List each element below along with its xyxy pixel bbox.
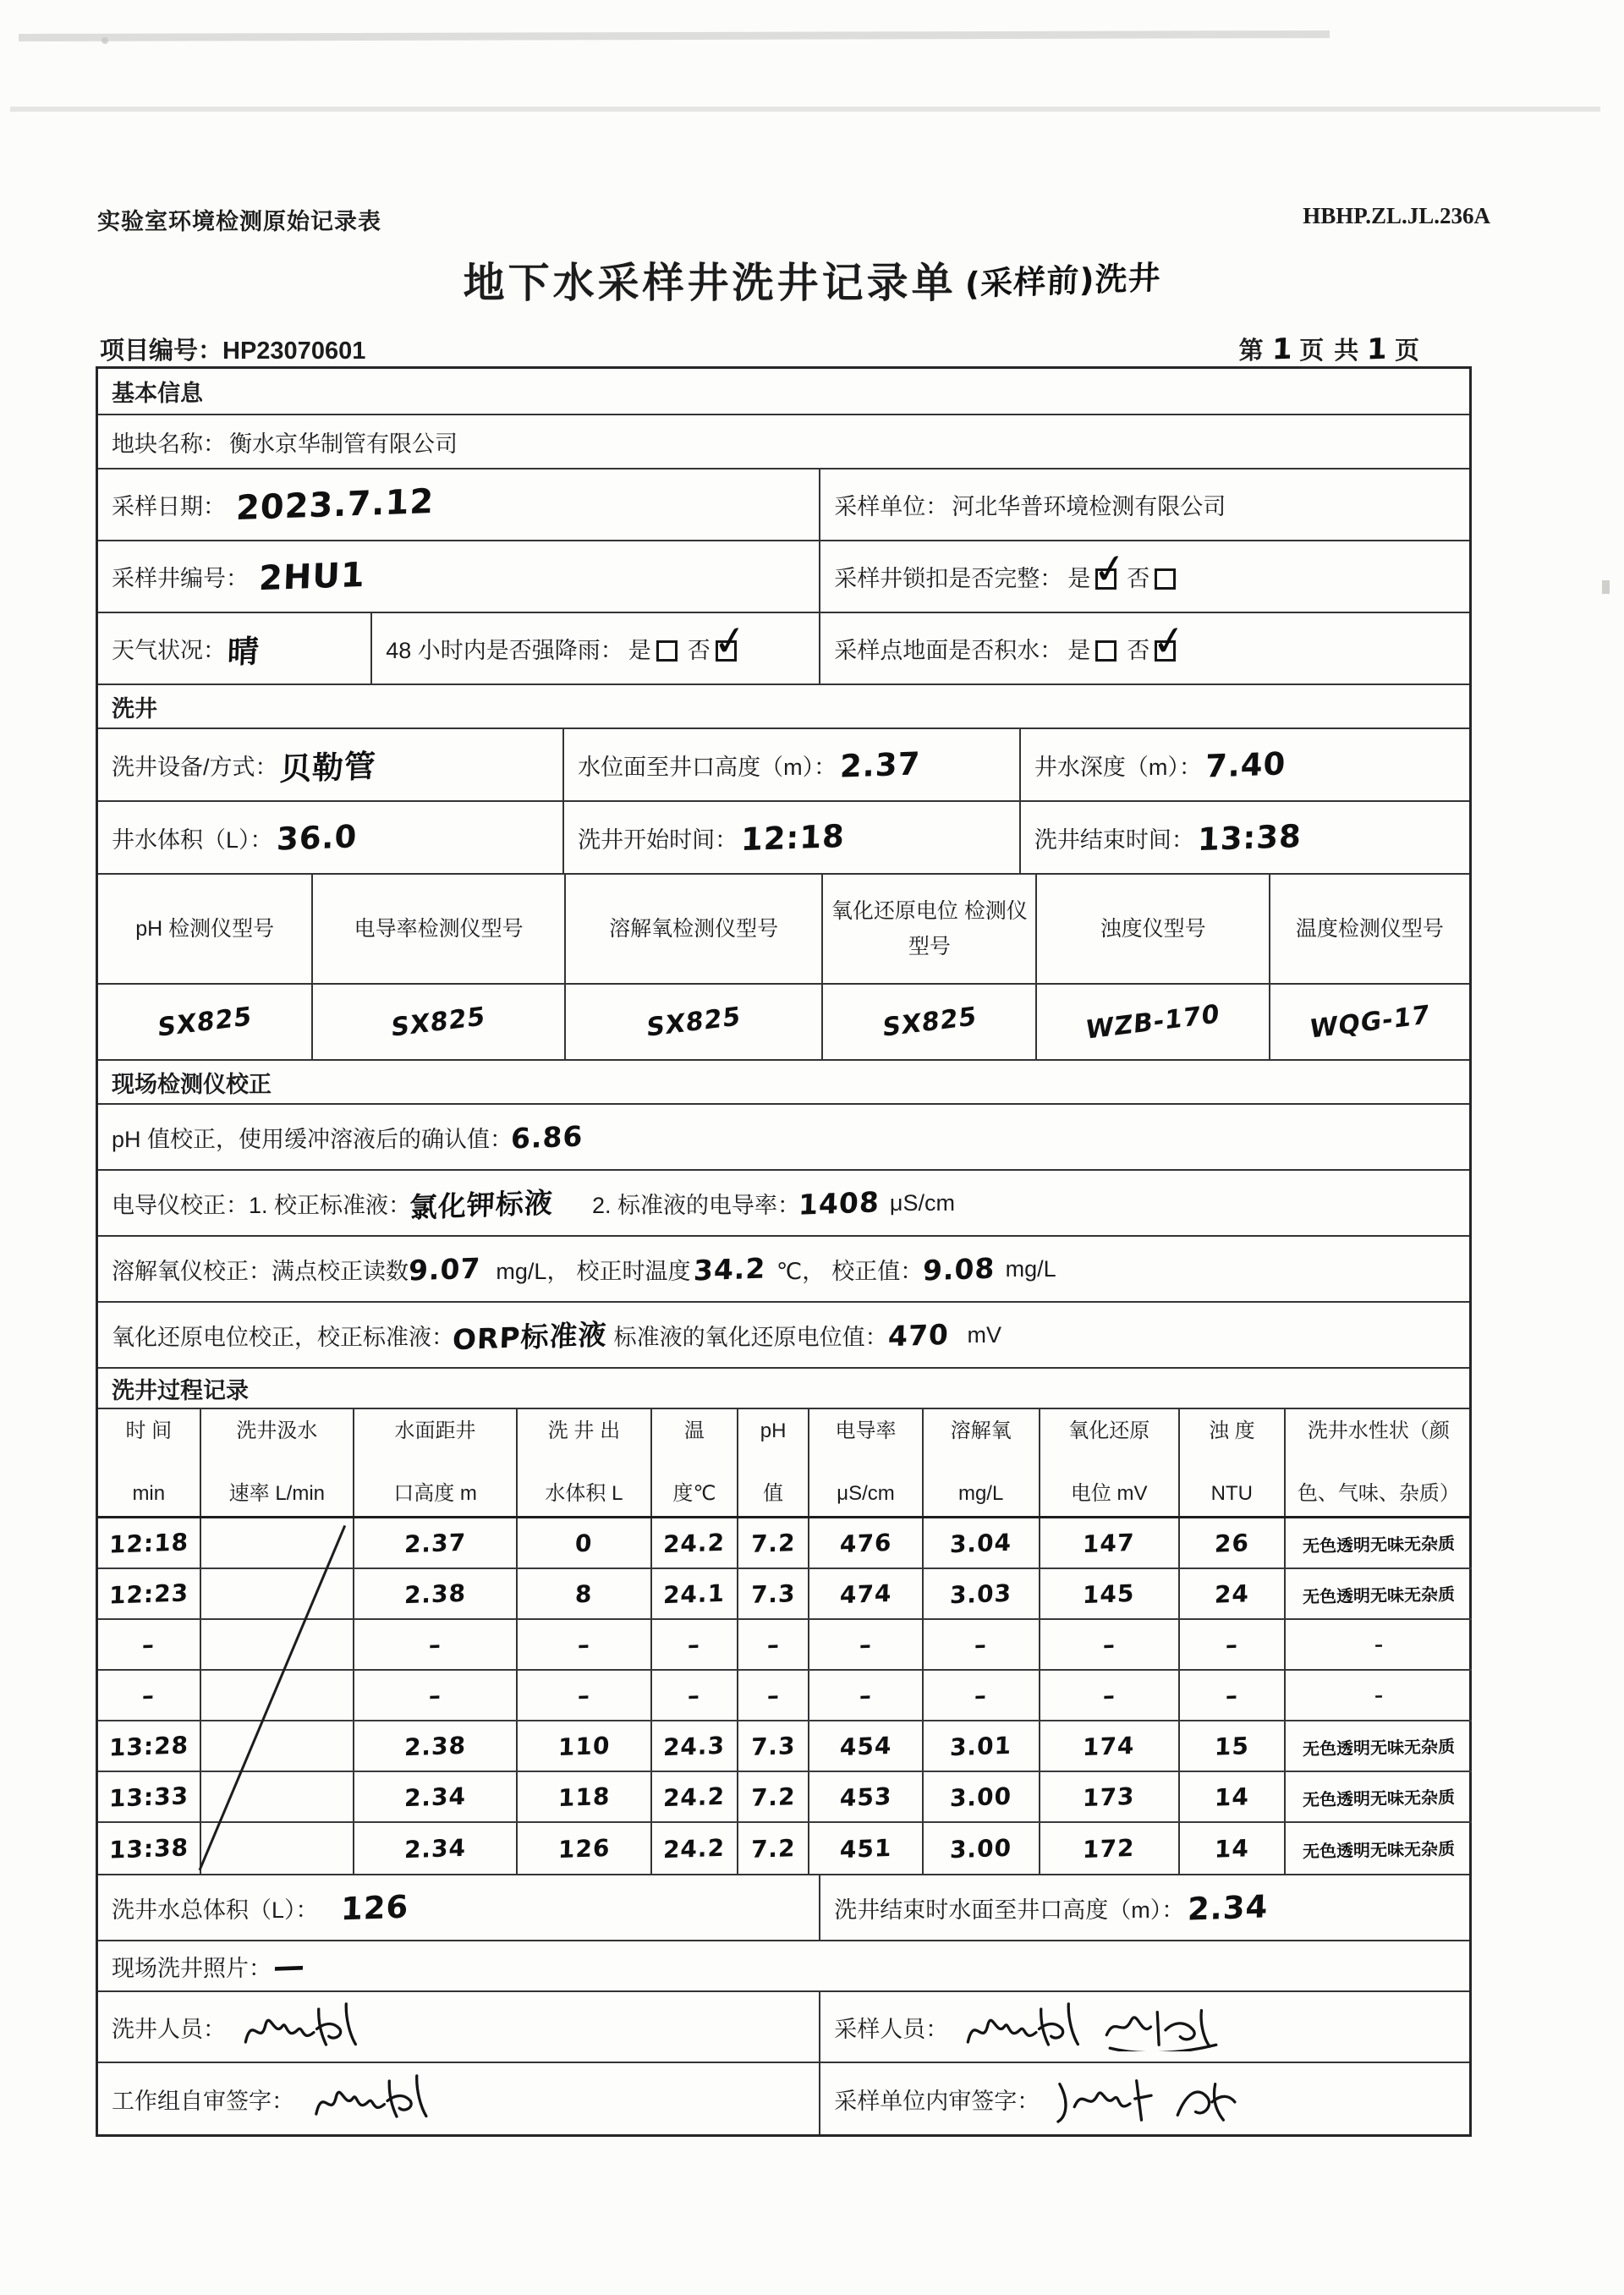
sample-date-label: 采样日期： xyxy=(112,494,226,519)
form-table xyxy=(96,366,1472,2137)
process-cell: – xyxy=(738,1671,809,1721)
process-cell: 145 xyxy=(1040,1569,1180,1620)
process-cell: 13:28 xyxy=(98,1721,201,1772)
process-cell: – xyxy=(924,1671,1040,1721)
process-cell: 无色透明无味无杂质 xyxy=(1286,1518,1472,1569)
rain-yes-checkbox[interactable] xyxy=(656,640,678,662)
sampler-label: 采样人员： xyxy=(834,2016,949,2042)
scan-streak-artifact xyxy=(10,107,1600,112)
process-cell: – xyxy=(809,1671,924,1721)
start-time-value: 12:18 xyxy=(740,817,846,858)
section-calibration: 现场检测仪校正 xyxy=(98,1061,1469,1105)
process-cell: 2.38 xyxy=(354,1569,518,1620)
process-column-header: 溶解氧 mg/L xyxy=(924,1409,1040,1516)
title-handwritten-annotation: (采样前)洗井 xyxy=(963,258,1161,304)
instrument-model-header: 温度检测仪型号 xyxy=(1295,916,1444,941)
instrument-model-header: 氧化还原电位 检测仪型号 xyxy=(823,875,1037,983)
personnel-row xyxy=(98,1992,1469,2063)
process-cell: 2.38 xyxy=(354,1721,518,1772)
process-table-body xyxy=(98,1518,1469,1874)
process-cell: 2.34 xyxy=(354,1772,518,1823)
process-cell: 173 xyxy=(1040,1772,1180,1823)
process-cell: 26 xyxy=(1180,1518,1286,1569)
end-time-value: 13:38 xyxy=(1197,817,1303,858)
process-column-header: pH 值 xyxy=(738,1409,809,1516)
process-cell: 2.37 xyxy=(354,1518,518,1569)
process-column-header: 洗 井 出 水体积 L xyxy=(518,1409,652,1516)
signature-row xyxy=(98,2063,1469,2134)
water-head-label: 水位面至井口高度（m）： xyxy=(578,754,837,780)
section-washing: 洗井 xyxy=(98,685,1469,729)
total-volume-row xyxy=(98,1875,1469,1941)
process-cell: – xyxy=(98,1620,201,1671)
page-total-handwritten: 1 xyxy=(1366,332,1389,367)
photo-row xyxy=(98,1941,1469,1992)
group-sign-label: 工作组自审签字： xyxy=(112,2088,294,2114)
end-head-label: 洗井结束时水面至井口高度（m）： xyxy=(834,1897,1185,1923)
site-name-value: 衡水京华制管有限公司 xyxy=(229,431,458,457)
process-cell: 无色透明无味无杂质 xyxy=(1286,1772,1472,1823)
instrument-model-value: SX825 xyxy=(98,985,313,1059)
process-cell: 12:23 xyxy=(98,1569,201,1620)
group-signature xyxy=(303,2070,437,2128)
instrument-model-value: WQG-17 xyxy=(1309,999,1431,1045)
project-number: 项目编号：HP23070601 xyxy=(100,338,366,365)
process-cell: 3.01 xyxy=(924,1721,1040,1772)
process-cell xyxy=(201,1620,355,1671)
process-cell: 24.1 xyxy=(652,1569,738,1620)
well-number-label: 采样井编号： xyxy=(112,566,249,591)
process-cell: – xyxy=(518,1671,652,1721)
ph-calibration-value: 6.86 xyxy=(510,1118,584,1156)
form-code: HBHP.ZL.JL.236A xyxy=(1303,203,1490,228)
process-cell: 451 xyxy=(809,1823,924,1874)
process-cell: 172 xyxy=(1040,1823,1180,1874)
section-basic-info: 基本信息 xyxy=(98,369,1469,415)
instrument-value-row xyxy=(98,985,1469,1061)
instrument-model-header: 电导率检测仪型号 xyxy=(313,875,565,983)
rain-no-checkbox[interactable] xyxy=(716,640,737,662)
scan-mark-artifact xyxy=(1602,580,1610,594)
process-cell: 3.00 xyxy=(924,1823,1040,1874)
process-cell: – xyxy=(1180,1620,1286,1671)
process-cell: 7.2 xyxy=(738,1823,809,1874)
process-cell xyxy=(201,1518,355,1569)
well-depth-value: 7.40 xyxy=(1204,744,1287,785)
process-cell: 3.04 xyxy=(924,1518,1040,1569)
process-cell: – xyxy=(809,1620,924,1671)
process-cell: – xyxy=(652,1671,738,1721)
do-calibrated-value: 9.08 xyxy=(922,1250,996,1288)
process-cell: 110 xyxy=(518,1721,652,1772)
process-cell: – xyxy=(1180,1671,1286,1721)
well-volume-value: 36.0 xyxy=(275,817,358,858)
process-cell: 7.3 xyxy=(738,1569,809,1620)
process-column-header: 温 度℃ xyxy=(652,1409,738,1516)
process-cell: 无色透明无味无杂质 xyxy=(1302,1837,1456,1862)
ponding-field: 采样点地面是否积水： 是 否✓ xyxy=(820,613,1469,684)
end-time-label: 洗井结束时间： xyxy=(1034,826,1194,853)
well-depth-label: 井水深度（m）： xyxy=(1034,754,1202,780)
process-cell xyxy=(201,1569,355,1620)
title-row xyxy=(0,250,1624,310)
process-cell: 8 xyxy=(518,1569,652,1620)
instrument-model-header: pH 检测仪型号 xyxy=(98,875,313,983)
total-volume-value: 126 xyxy=(339,1888,409,1927)
process-column-header: 洗井汲水 速率 L/min xyxy=(201,1409,355,1516)
audit-signature-1 xyxy=(1050,2074,1160,2123)
process-cell: 3.00 xyxy=(924,1772,1040,1823)
process-cell: 7.3 xyxy=(738,1721,809,1772)
conductivity-value: 1408 xyxy=(798,1184,881,1222)
instrument-model-header: 浊度仪型号 xyxy=(1037,875,1270,983)
process-cell: 24.3 xyxy=(652,1721,738,1772)
site-name-row xyxy=(98,415,1469,469)
instrument-model-value: SX825 xyxy=(313,985,565,1059)
process-column-header: 时 间 min xyxy=(98,1409,201,1516)
heavy-rain-field: 48 小时内是否强降雨： 是 否 ✓ xyxy=(372,613,820,684)
process-cell: – xyxy=(1286,1671,1472,1721)
scan-dot-artifact xyxy=(102,37,108,44)
process-cell: 7.2 xyxy=(738,1518,809,1569)
process-table-header xyxy=(98,1409,1469,1518)
page-number: 第 1 页 共 1 页 xyxy=(1238,332,1421,367)
process-cell: 14 xyxy=(1180,1772,1286,1823)
device-value: 贝勒管 xyxy=(278,747,377,788)
device-label: 洗井设备/方式： xyxy=(112,754,278,780)
process-cell xyxy=(201,1671,355,1721)
orp-standard-value: ORP标准液 xyxy=(452,1317,608,1356)
process-cell: – xyxy=(652,1620,738,1671)
process-column-header: 氧化还原 电位 mV xyxy=(1040,1409,1180,1516)
process-cell: – xyxy=(518,1620,652,1671)
well-volume-label: 井水体积（L）： xyxy=(112,826,273,853)
section-process-record: 洗井过程记录 xyxy=(98,1369,1469,1409)
process-cell: – xyxy=(1040,1620,1180,1671)
do-temp-value: 34.2 xyxy=(693,1250,767,1288)
process-column-header: 电导率 μS/cm xyxy=(809,1409,924,1516)
process-cell: 15 xyxy=(1180,1721,1286,1772)
sample-date-value: 2023.7.12 xyxy=(235,481,435,528)
process-cell: – xyxy=(924,1620,1040,1671)
process-cell: 2.34 xyxy=(354,1823,518,1874)
process-cell: – xyxy=(1040,1671,1180,1721)
process-cell: 0 xyxy=(518,1518,652,1569)
process-cell: 24.2 xyxy=(652,1823,738,1874)
doc-type-label: 实验室环境检测原始记录表 xyxy=(97,209,381,234)
page-num-handwritten: 1 xyxy=(1270,332,1293,367)
instrument-header-row xyxy=(98,875,1469,985)
process-cell: 476 xyxy=(809,1518,924,1569)
ponding-yes-checkbox[interactable] xyxy=(1095,640,1116,662)
process-column-header: 浊 度 NTU xyxy=(1180,1409,1286,1516)
do-reading-value: 9.07 xyxy=(408,1250,482,1288)
process-table xyxy=(98,1409,1469,1875)
process-cell: – xyxy=(98,1671,201,1721)
process-cell: 24.2 xyxy=(652,1518,738,1569)
audit-sign-label: 采样单位内审签字： xyxy=(834,2088,1040,2114)
well-number-value: 2HU1 xyxy=(258,555,366,598)
process-cell: 7.2 xyxy=(738,1772,809,1823)
process-cell: 453 xyxy=(809,1772,924,1823)
ponding-no-checkbox[interactable] xyxy=(1155,640,1176,662)
scan-streak-artifact xyxy=(19,30,1330,41)
process-column-header: 洗井水性状（颜 色、气味、杂质） xyxy=(1297,1419,1460,1506)
orp-calibration-row: 氧化还原电位校正，校正标准液： ORP标准液 标准液的氧化还原电位值： 470 mV xyxy=(98,1303,1469,1369)
process-cell: 13:33 xyxy=(98,1772,201,1823)
process-column-header: 水面距井 口高度 m xyxy=(354,1409,518,1516)
weather-value: 晴 xyxy=(227,632,261,671)
process-cell: 174 xyxy=(1040,1721,1180,1772)
process-cell: 24.2 xyxy=(652,1772,738,1823)
process-cell: – xyxy=(738,1620,809,1671)
conductivity-standard-value: 氯化钾标液 xyxy=(409,1185,554,1224)
process-cell: 24 xyxy=(1180,1569,1286,1620)
project-row xyxy=(100,332,1421,366)
instrument-model-value: SX825 xyxy=(566,985,824,1059)
sampling-org-value: 河北华普环境检测有限公司 xyxy=(952,494,1226,519)
form-title: 地下水采样井洗井记录单 xyxy=(463,261,957,306)
process-cell: – xyxy=(354,1620,518,1671)
process-cell: 474 xyxy=(809,1569,924,1620)
site-name-label: 地块名称： xyxy=(112,431,226,457)
audit-signature-2 xyxy=(1170,2074,1246,2123)
weather-row xyxy=(98,613,1469,685)
sampling-org-label: 采样单位： xyxy=(834,494,949,519)
process-cell: 13:38 xyxy=(98,1823,201,1874)
process-cell: 3.03 xyxy=(924,1569,1040,1620)
photo-label: 现场洗井照片： xyxy=(112,1955,272,1981)
well-number-row xyxy=(98,541,1469,613)
do-calibration-row: 溶解氧仪校正：满点校正读数 9.07 mg/L， 校正时温度 34.2 ℃， 校正值： 9.08 mg/L xyxy=(98,1237,1469,1303)
orp-value: 470 xyxy=(886,1317,950,1353)
process-cell: 454 xyxy=(809,1721,924,1772)
process-cell: 12:18 xyxy=(98,1518,201,1569)
lock-no-checkbox[interactable] xyxy=(1155,568,1176,590)
washing-volume-row xyxy=(98,802,1469,875)
washing-device-row xyxy=(98,729,1469,802)
washer-signature xyxy=(234,1998,365,2056)
instrument-model-value: WZB-170 xyxy=(1037,985,1270,1059)
sampler-signature-1 xyxy=(957,1998,1087,2056)
process-cell: – xyxy=(354,1671,518,1721)
weather-label: 天气状况： xyxy=(112,638,226,663)
well-lock-field: 采样井锁扣是否完整： 是 ✓ 否 xyxy=(820,541,1469,612)
ph-calibration-row: pH 值校正，使用缓冲溶液后的确认值： 6.86 xyxy=(98,1105,1469,1171)
process-cell: 14 xyxy=(1180,1823,1286,1874)
process-cell: 147 xyxy=(1040,1518,1180,1569)
sample-date-row xyxy=(98,469,1469,541)
document-header xyxy=(97,203,1490,236)
sampler-signature-2 xyxy=(1095,2002,1231,2051)
process-cell xyxy=(201,1721,355,1772)
lock-yes-checkbox[interactable] xyxy=(1095,568,1116,590)
process-cell: 118 xyxy=(518,1772,652,1823)
process-cell: 126 xyxy=(518,1823,652,1874)
instrument-model-value: SX825 xyxy=(823,985,1037,1059)
process-cell xyxy=(201,1772,355,1823)
water-head-value: 2.37 xyxy=(839,744,922,785)
washer-label: 洗井人员： xyxy=(112,2016,226,2042)
total-volume-label: 洗井水总体积（L）： xyxy=(112,1897,319,1923)
process-cell: – xyxy=(1286,1620,1472,1671)
instrument-model-header: 溶解氧检测仪型号 xyxy=(566,875,824,983)
end-head-value: 2.34 xyxy=(1187,1887,1270,1928)
conductivity-calibration-row: 电导仪校正：1. 校正标准液： 氯化钾标液 2. 标准液的电导率： 1408 μS/cm xyxy=(98,1171,1469,1237)
start-time-label: 洗井开始时间： xyxy=(578,826,738,853)
process-cell: 无色透明无味无杂质 xyxy=(1286,1569,1472,1620)
process-cell xyxy=(201,1823,355,1874)
photo-value: — xyxy=(272,1946,306,1985)
process-cell: 无色透明无味无杂质 xyxy=(1286,1721,1472,1772)
